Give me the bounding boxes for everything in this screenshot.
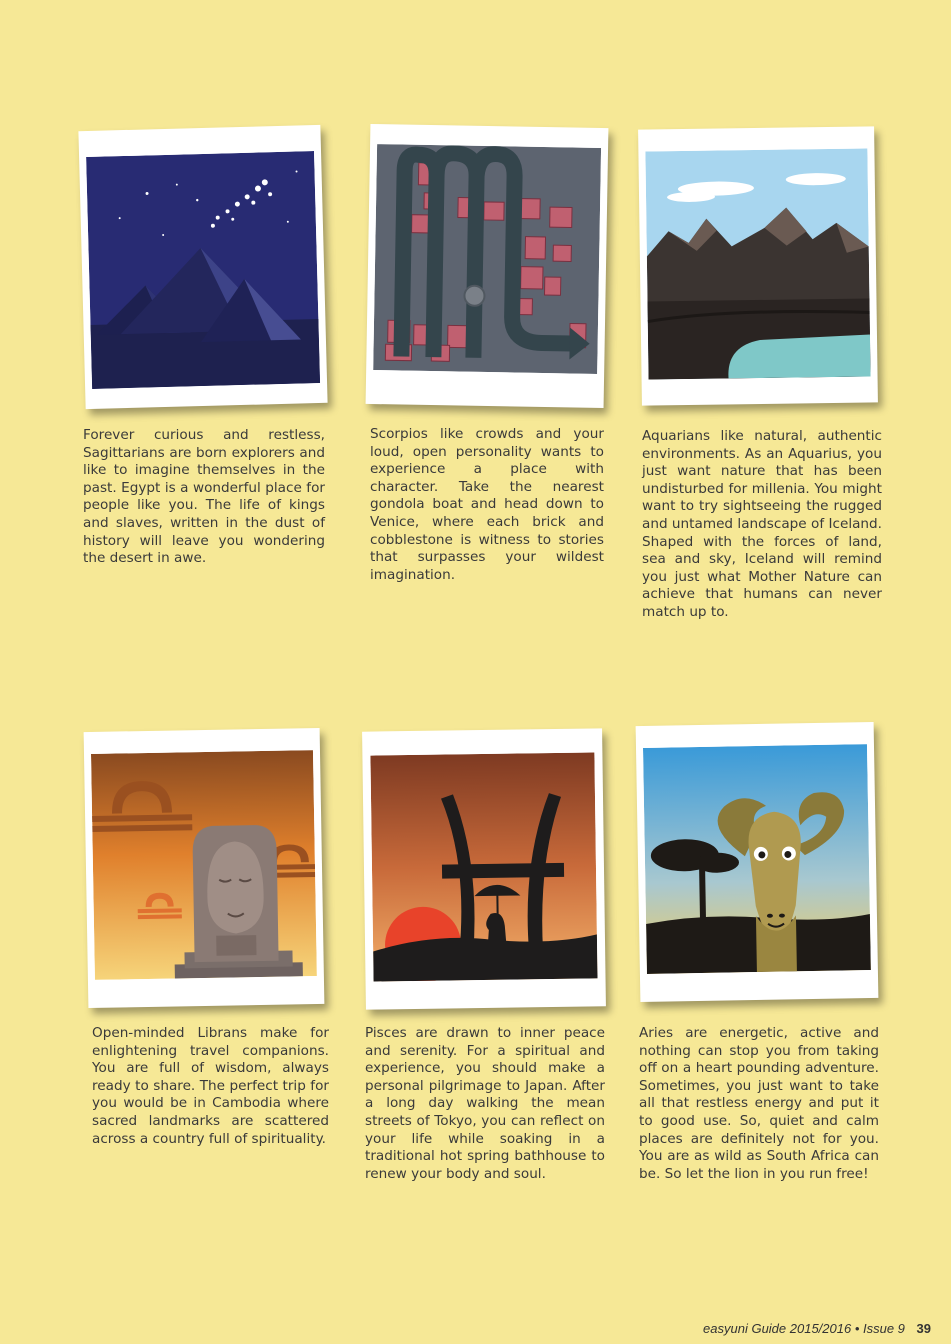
publication-info: easyuni Guide 2015/2016 • Issue 9	[703, 1321, 905, 1336]
pisces-polaroid	[362, 728, 606, 1009]
scorpio-description: Scorpios like crowds and your loud, open personality wants to experience a place with character. Take the nearest gondola boat and head down to Venice, where each brick and cobblestone is witness to stories that surpasses your wildest imagination.	[370, 426, 604, 583]
venice-scorpio-illustration	[373, 144, 601, 374]
scorpio-polaroid	[366, 124, 609, 408]
pisces-description: Pisces are drawn to inner peace and serenity. For a spiritual and experience, you should make a personal pilgrimage to Japan. After a long day walking the mean streets of Tokyo, you can reflect on your life while soaking in a traditional hot spring bathhouse to renew your body and soul.	[365, 1025, 605, 1182]
aries-description: Aries are energetic, active and nothing can stop you from taking off on a heart pounding adventure. Sometimes, you just want to take all that restless energy and put it to good use. So, quiet and calm places are definitely not for you. You are as wild as South Africa can be. So let the lion in you run free!	[639, 1025, 879, 1182]
japan-torii-illustration	[370, 752, 597, 981]
aries-polaroid	[636, 722, 879, 1002]
page-footer	[703, 1321, 931, 1336]
iceland-mountains-illustration	[645, 148, 870, 379]
libra-description: Open-minded Librans make for enlightening travel companions. You are full of wisdom, always ready to share. The perfect trip for you would be in Cambodia where sacred landmarks are scattered across a country full of spirituality.	[92, 1025, 329, 1147]
sagittarius-description: Forever curious and restless, Sagittarians are born explorers and like to imagine themselves in the past. Egypt is a wonderful place for people like you. The life of kings and slaves, written in the dust of history will leave you wondering the desert in awe.	[83, 427, 325, 567]
page-number: 39	[916, 1321, 931, 1336]
libra-polaroid	[84, 728, 325, 1008]
egypt-pyramids-illustration	[86, 151, 320, 389]
aquarius-polaroid	[638, 126, 878, 405]
south-africa-ram-illustration	[643, 744, 871, 974]
cambodia-temple-illustration	[91, 750, 317, 980]
sagittarius-polaroid	[78, 125, 327, 409]
aquarius-description: Aquarians like natural, authentic environments. As an Aquarius, you just want nature that has been undisturbed for millenia. You might want to try sightseeing the rugged and untamed landscape of Iceland. Shaped with the forces of land, sea and sky, Iceland will remind you just what Mother Nature can achieve that humans can never match up to.	[642, 428, 882, 620]
